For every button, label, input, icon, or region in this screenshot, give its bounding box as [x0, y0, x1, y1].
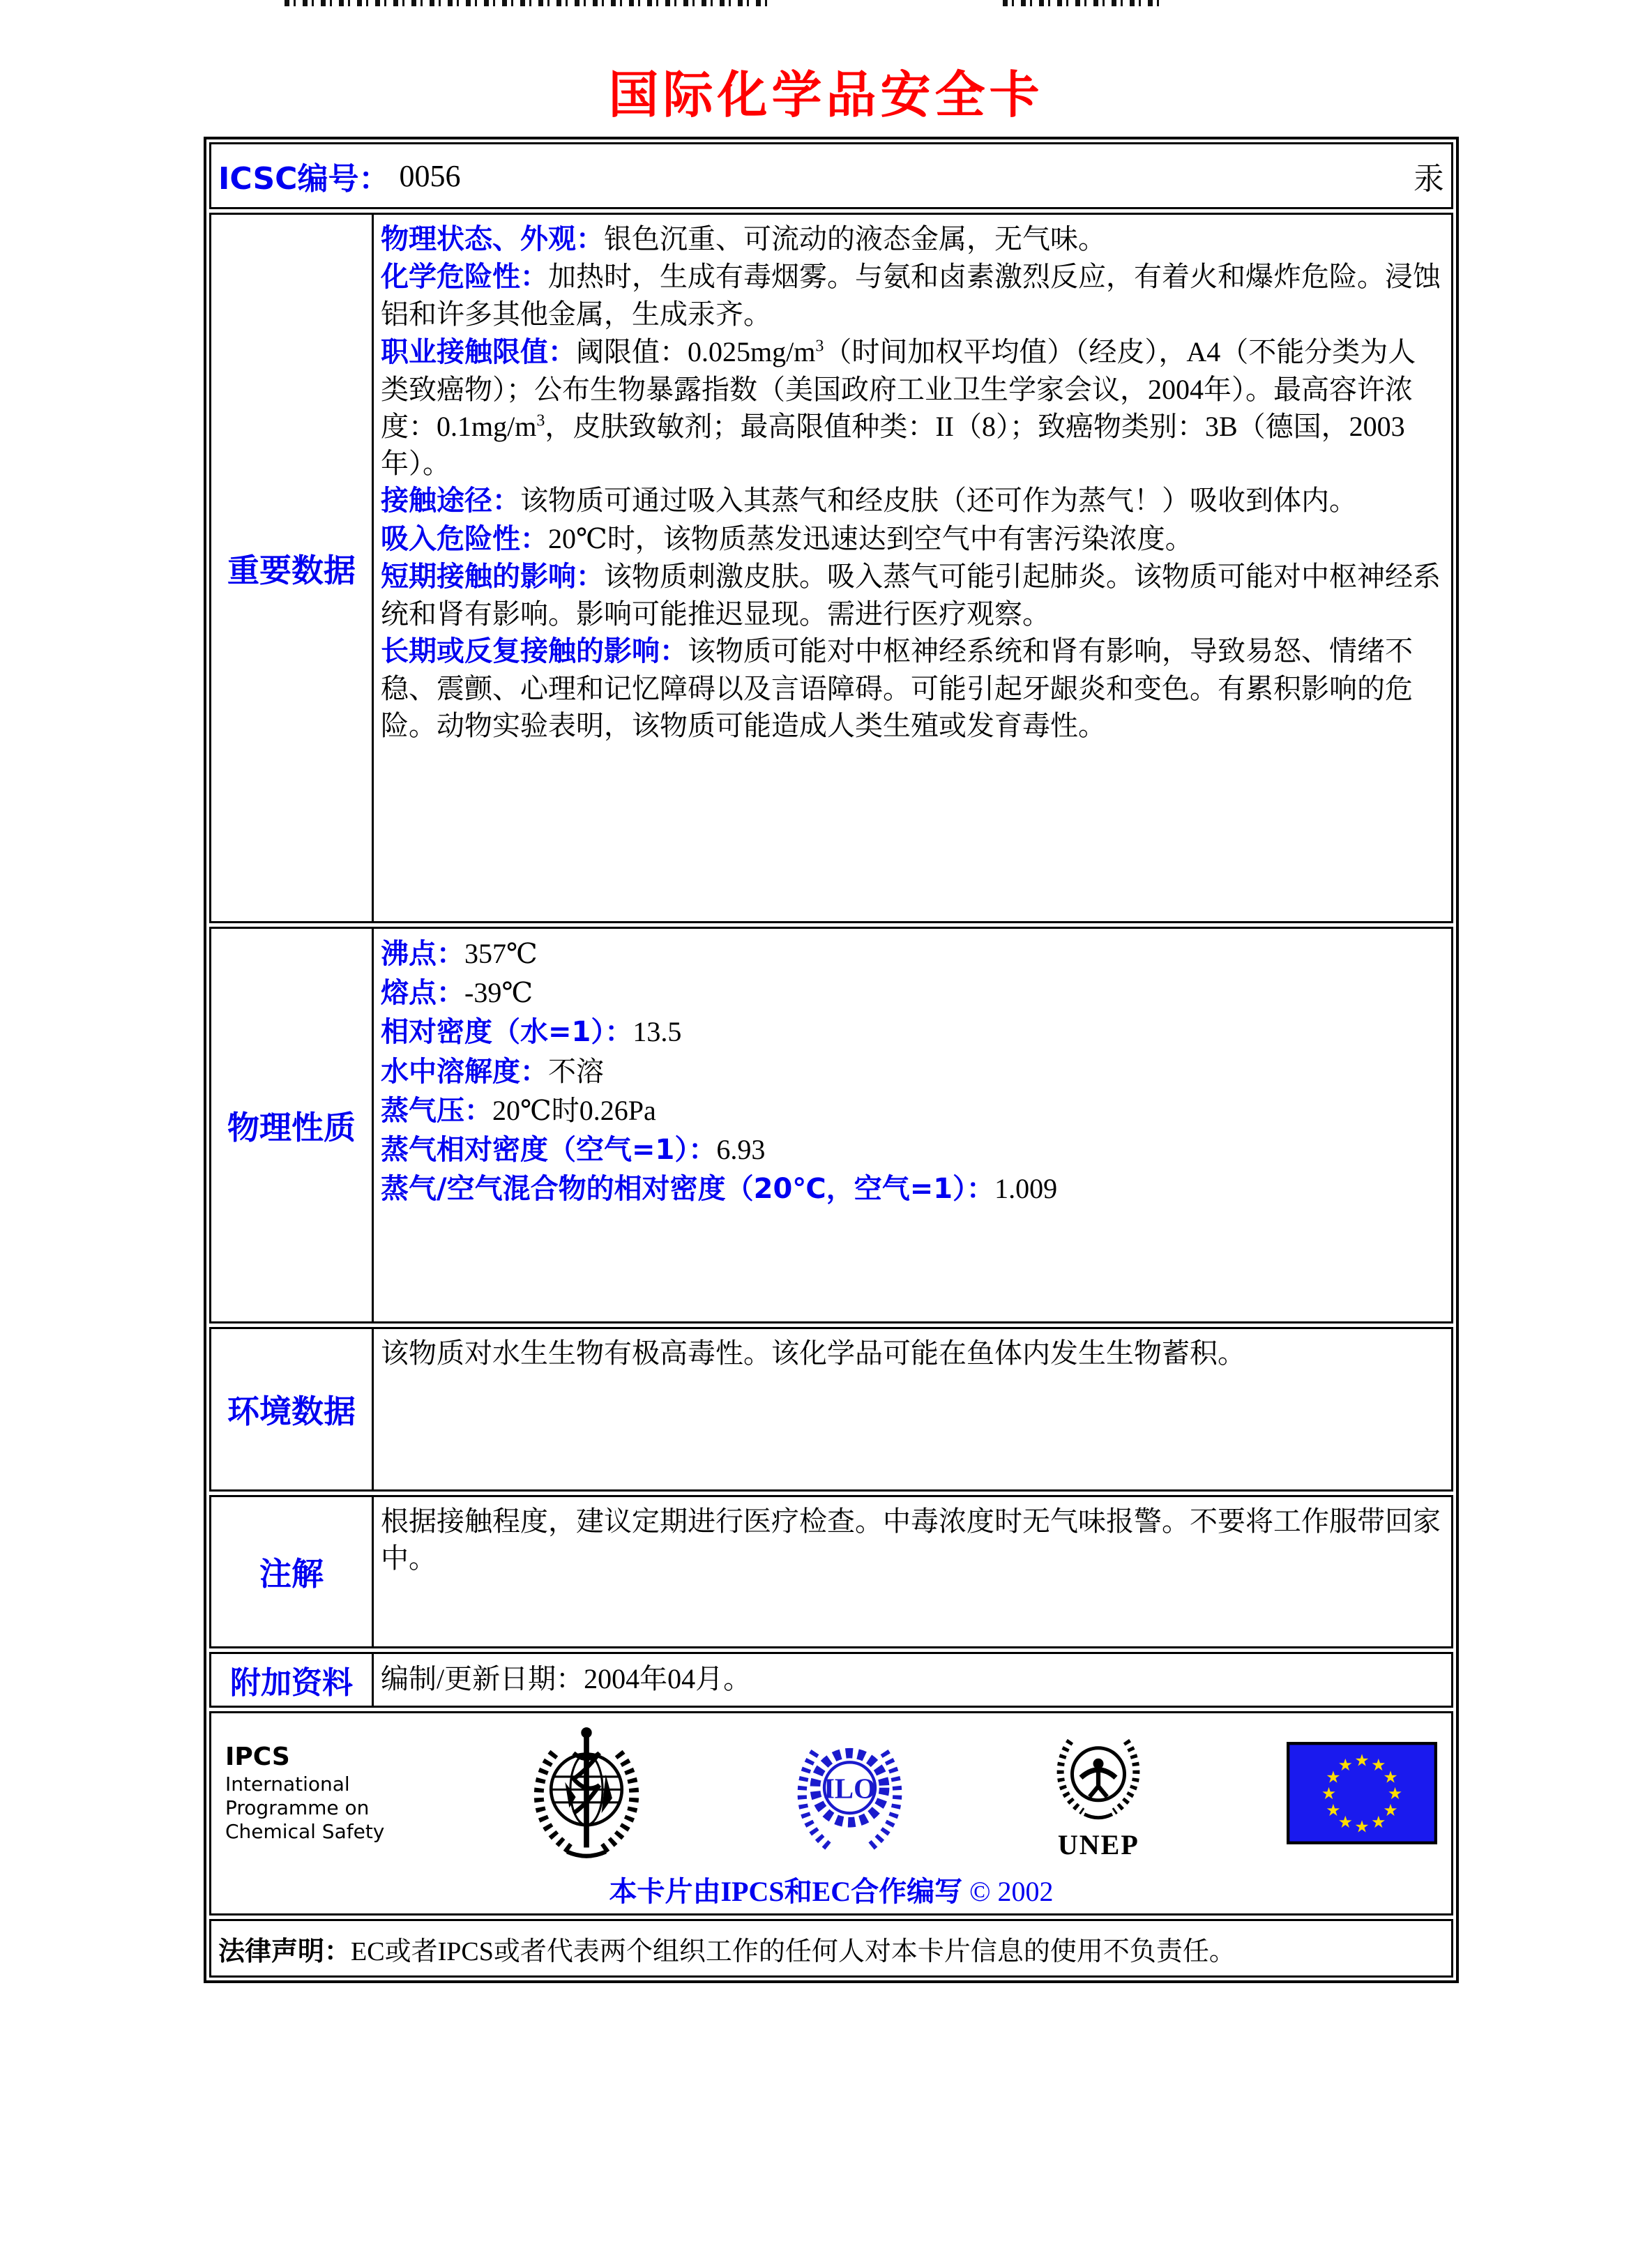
section-label-notes: 注解: [211, 1497, 374, 1646]
safety-card-table: [204, 137, 1459, 1983]
ilo-logo-icon: [789, 1723, 911, 1863]
text-line: 根据接触程度，建议定期进行医疗检查。中毒浓度时无气味报警。不要将工作服带回家中。: [381, 1505, 1441, 1575]
environmental-data-content: [374, 1329, 1451, 1489]
icsc-number-row: [209, 142, 1453, 209]
clipped-print-header-fragment: [285, 0, 773, 6]
icsc-number-value: 0056: [399, 158, 461, 193]
additional-information-section: [209, 1652, 1453, 1708]
svg-text:★: ★: [1383, 1800, 1398, 1820]
environmental-data-section: [209, 1327, 1453, 1492]
cooperation-caption: 本卡片由IPCS和EC合作编写 © 2002: [609, 1876, 1054, 1907]
important-data-content: [374, 215, 1451, 921]
ipcs-title: IPCS: [225, 1742, 290, 1771]
logos-section: [209, 1711, 1453, 1916]
text-line: 蒸气/空气混合物的相对密度（20℃，空气=1）：1.009: [381, 1173, 1058, 1206]
text-line: 蒸气压：20℃时0.26Pa: [381, 1094, 656, 1127]
clipped-print-header-fragment: [1003, 0, 1160, 6]
unep-text: UNEP: [1057, 1829, 1139, 1860]
eu-flag-icon: [1287, 1742, 1437, 1844]
ipcs-text-block: [225, 1742, 384, 1844]
section-label-physical-properties: 物理性质: [211, 929, 374, 1321]
text-line: 职业接触限值：阈限值：$0.025mg/m^3$（时间加权平均值）（经皮），A4（不能分类为人类致癌物）；公布生物暴露指数（美国政府工业卫生学家会议，2004年）。最高容许浓度：$0.1mg/m^3$，皮肤致敏剂；最高限值种类：II（8）；致癌物类别：3B（德国，2003年）。: [381, 335, 1416, 480]
svg-text:★: ★: [1354, 1750, 1370, 1770]
notes-content: [374, 1497, 1451, 1646]
legal-notice-text: 法律声明：EC或者IPCS或者代表两个组织工作的任何人对本卡片信息的使用不负责任。: [218, 1935, 1236, 1966]
svg-text:★: ★: [1326, 1766, 1341, 1787]
ipcs-subtitle-line: Chemical Safety: [225, 1820, 385, 1844]
svg-text:★: ★: [1321, 1783, 1337, 1803]
text-line: 该物质对水生生物有极高毒性。该化学品可能在鱼体内发生生物蓄积。: [381, 1337, 1245, 1369]
text-line: 相对密度（水=1）：13.5: [381, 1016, 682, 1049]
svg-text:★: ★: [1326, 1800, 1341, 1820]
text-line: 化学危险性：加热时，生成有毒烟雾。与氨和卤素激烈反应，有着火和爆炸危险。浸蚀铝和许多其他金属，生成汞齐。: [381, 261, 1441, 331]
who-logo-icon: [520, 1723, 653, 1863]
ipcs-subtitle-line: Programme on: [225, 1796, 370, 1819]
svg-text:★: ★: [1337, 1754, 1353, 1775]
svg-text:ILO: ILO: [823, 1773, 876, 1805]
unep-logo-icon: [1046, 1724, 1151, 1829]
notes-section: [209, 1495, 1453, 1648]
section-label-additional-information: 附加资料: [211, 1654, 374, 1706]
text-line: 短期接触的影响：该物质刺激皮肤。吸入蒸气可能引起肺炎。该物质可能对中枢神经系统和肾有影响。影响可能推迟显现。需进行医疗观察。: [381, 560, 1441, 630]
legal-notice-section: [209, 1919, 1453, 1978]
section-label-important-data: 重要数据: [211, 215, 374, 921]
text-line: 编制/更新日期：2004年04月。: [381, 1663, 752, 1695]
unep-logo-block: [1046, 1724, 1151, 1861]
text-line: 物理状态、外观：银色沉重、可流动的液态金属，无气味。: [381, 223, 1106, 255]
logo-strip: [225, 1723, 1437, 1863]
text-line: 蒸气相对密度（空气=1）：6.93: [381, 1133, 766, 1166]
icsc-number-label: ICSC编号：: [218, 161, 390, 197]
physical-properties-section: [209, 927, 1453, 1323]
text-line: 沸点：357℃: [381, 938, 538, 970]
page-title: 国际化学品安全卡: [608, 66, 1044, 124]
text-line: 接触途径：该物质可通过吸入其蒸气和经皮肤（还可作为蒸气！）吸收到体内。: [381, 485, 1357, 517]
svg-text:★: ★: [1383, 1766, 1398, 1787]
text-line: 长期或反复接触的影响：该物质可能对中枢神经系统和肾有影响，导致易怒、情绪不稳、震颤、心理和记忆障碍以及言语障碍。可能引起牙龈炎和变色。有累积影响的危险。动物实验表明，该物质可能造成人类生殖或发育毒性。: [381, 635, 1413, 742]
svg-text:★: ★: [1371, 1812, 1386, 1832]
svg-text:★: ★: [1337, 1812, 1353, 1832]
important-data-section: [209, 213, 1453, 923]
text-line: 熔点：-39℃: [381, 977, 533, 1010]
svg-text:★: ★: [1387, 1783, 1403, 1803]
svg-text:★: ★: [1371, 1754, 1386, 1775]
svg-text:★: ★: [1354, 1816, 1370, 1837]
chemical-name: 汞: [1414, 162, 1444, 196]
physical-properties-content: [374, 929, 1451, 1321]
text-line: 吸入危险性：20℃时，该物质蒸发迅速达到空气中有害污染浓度。: [381, 522, 1193, 555]
additional-information-content: [374, 1654, 1451, 1706]
ipcs-subtitle-line: International: [225, 1772, 350, 1796]
text-line: 水中溶解度：不溶: [381, 1055, 604, 1088]
section-label-environmental-data: 环境数据: [211, 1329, 374, 1489]
